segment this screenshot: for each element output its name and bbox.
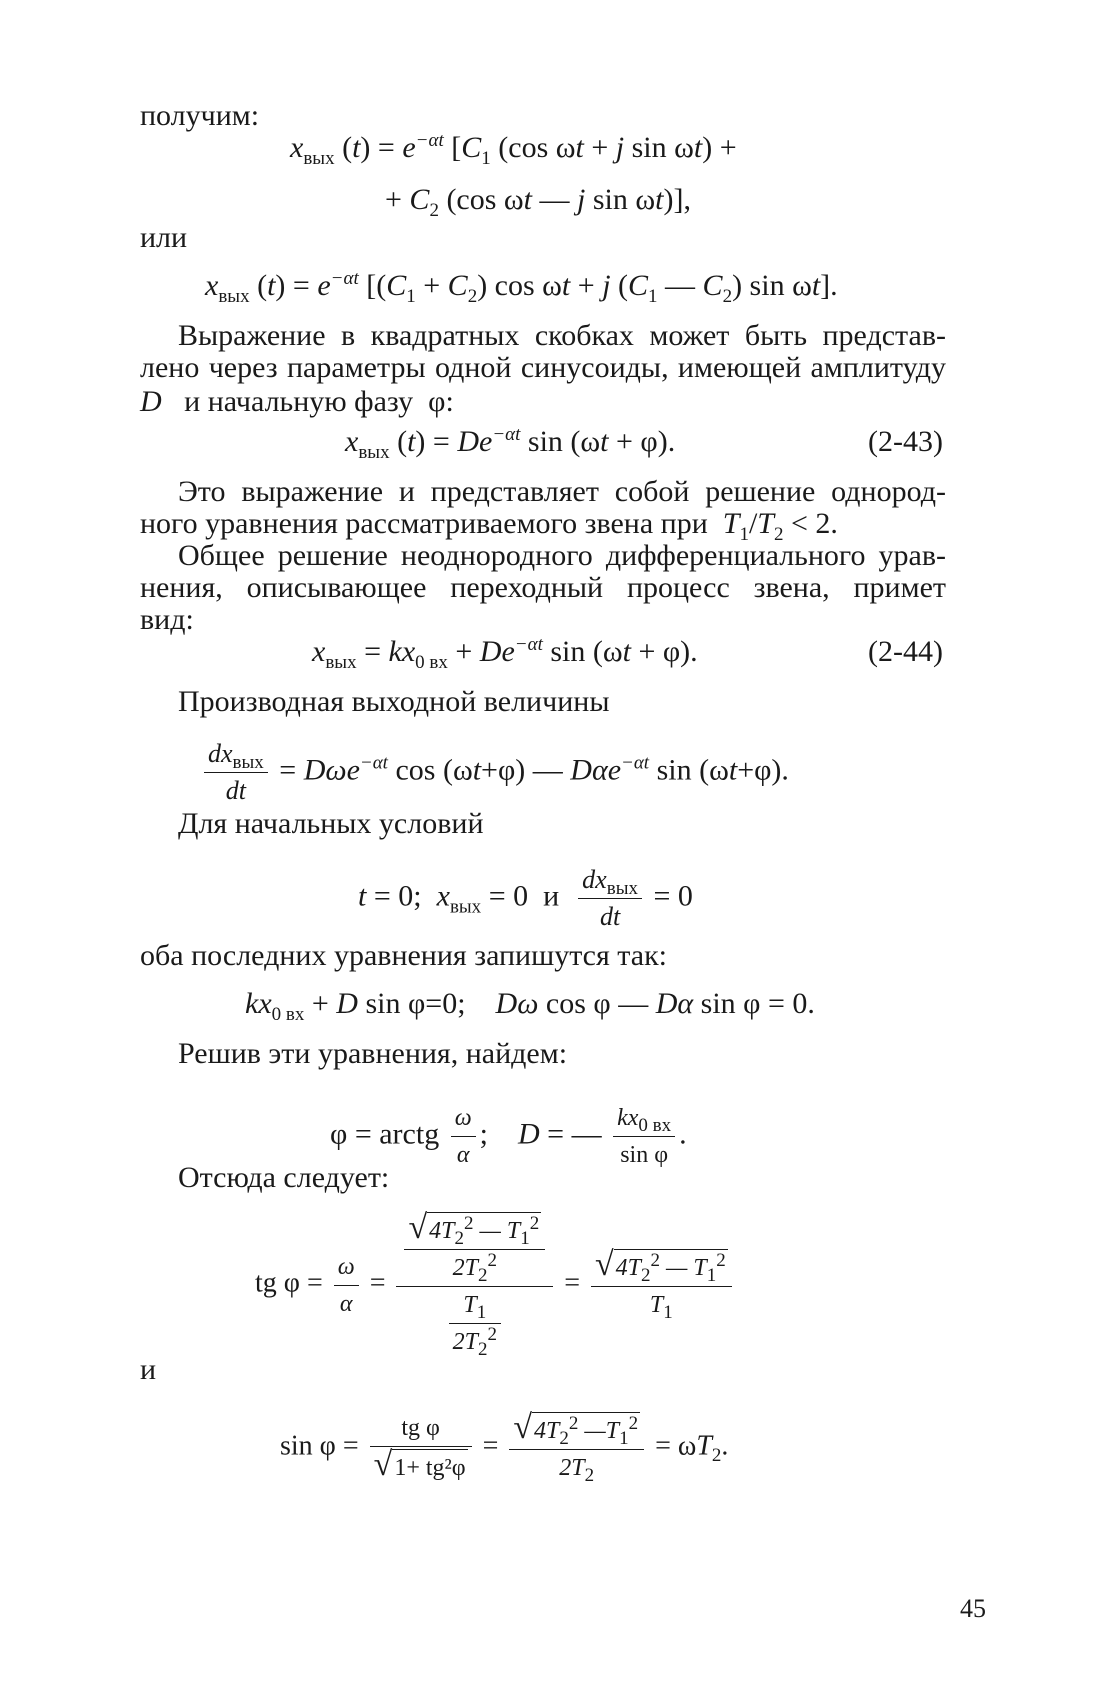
paragraph-hence: Отсюда следует: [178, 1161, 390, 1194]
equation-xout-line1: $x_{вых}$ $(t) = e^{-\alpha t}$ [$C_1$ (cos ωt + j sin ωt) + [290, 130, 737, 169]
word-and: и [543, 879, 560, 913]
equation-phi-d: φ = arctg $\frac{\omega}{\alpha}$ ; D = — $\frac{kx_{0 вх}}{\text{sin φ}}$ . [330, 1100, 687, 1173]
paragraph-line: Общее решение неоднородного дифференциального урав- [178, 539, 946, 572]
word-or: или [140, 221, 188, 254]
paragraph-line: нения, описывающее переходный процесс звена, примет [140, 571, 946, 604]
paragraph-line: ного уравнения рассматриваемого звена при $T_1/T_2 < 2$. [140, 507, 838, 545]
paragraph-solving: Решив эти уравнения, найдем: [178, 1037, 568, 1070]
paragraph-derivative: Производная выходной величины [178, 685, 610, 718]
equation-number: (2-43) [868, 425, 943, 458]
equation-derivative: $\frac{dx_{вых}}{dt}$ = Dωe$^{-\alpha t}$ cos (ωt+φ) — Dαe$^{-\alpha t}$ sin (ωt+φ). [200, 736, 789, 809]
equation-2-44: $x_{вых} = kx_{0 вх} + De^{-\alpha t}$ sin (ωt + φ). [312, 634, 698, 673]
equation-2-43: $x_{вых}$ $(t) = De^{-\alpha t}$ sin (ωt + φ). [345, 424, 676, 463]
equation-system: $kx_{0 вх} + D$ sin φ=0; Dω cos φ — Dα sin φ = 0. [245, 987, 815, 1025]
equation-sin-phi: sin φ = $\frac{\text{tg φ}}{\text{√1+ tg²φ}}$ = $\frac{√4T_2^2 —T_1^2}{2T_2}$ = $\omega T_2$. [280, 1409, 729, 1486]
equation-initial-conditions: t = 0; $x_{вых} = 0$ и $\frac{dx_{вых}}{dt}$ = 0 [358, 862, 693, 935]
paragraph-line: Это выражение и представляет собой решение однород- [178, 475, 946, 508]
paragraph-text: и начальную фазу [184, 385, 414, 418]
equation-number: (2-44) [868, 635, 943, 668]
paragraph-line: вид: [140, 603, 194, 636]
paragraph-line: лено через параметры одной синусоиды, имеющей амплитуду [140, 351, 946, 384]
paragraph-line: D и начальную фазу φ: [140, 385, 454, 418]
word-and-line: и [140, 1353, 157, 1386]
paragraph-both: оба последних уравнения запишутся так: [140, 939, 667, 972]
paragraph-initial: Для начальных условий [178, 807, 484, 840]
paragraph-intro: получим: [140, 99, 260, 132]
equation-xout-combined: $x_{вых}$ $(t) = e^{-\alpha t}$ [$(C_1 + C_2)$ cos ωt + j ($C_1$ — $C_2$) sin ωt]. [205, 268, 838, 307]
paragraph-line: Выражение в квадратных скобках может быть представ- [178, 319, 946, 352]
equation-xout-line2: + $C_2$ (cos ωt — j sin ωt)], [385, 183, 691, 221]
equation-tg-phi: tg φ = $\frac{\omega}{\alpha}$ = $\frac{\frac{√4T_2^2 — T_1^2}{2T_2^2}}{\frac{T_1}{2T_2^2}}$ = $\frac{√4T_2^2 — T_1^2}{T_1}$ [255, 1210, 736, 1360]
paragraph-text: ного уравнения рассматриваемого звена при [140, 507, 708, 540]
page-number: 45 [960, 1594, 986, 1623]
